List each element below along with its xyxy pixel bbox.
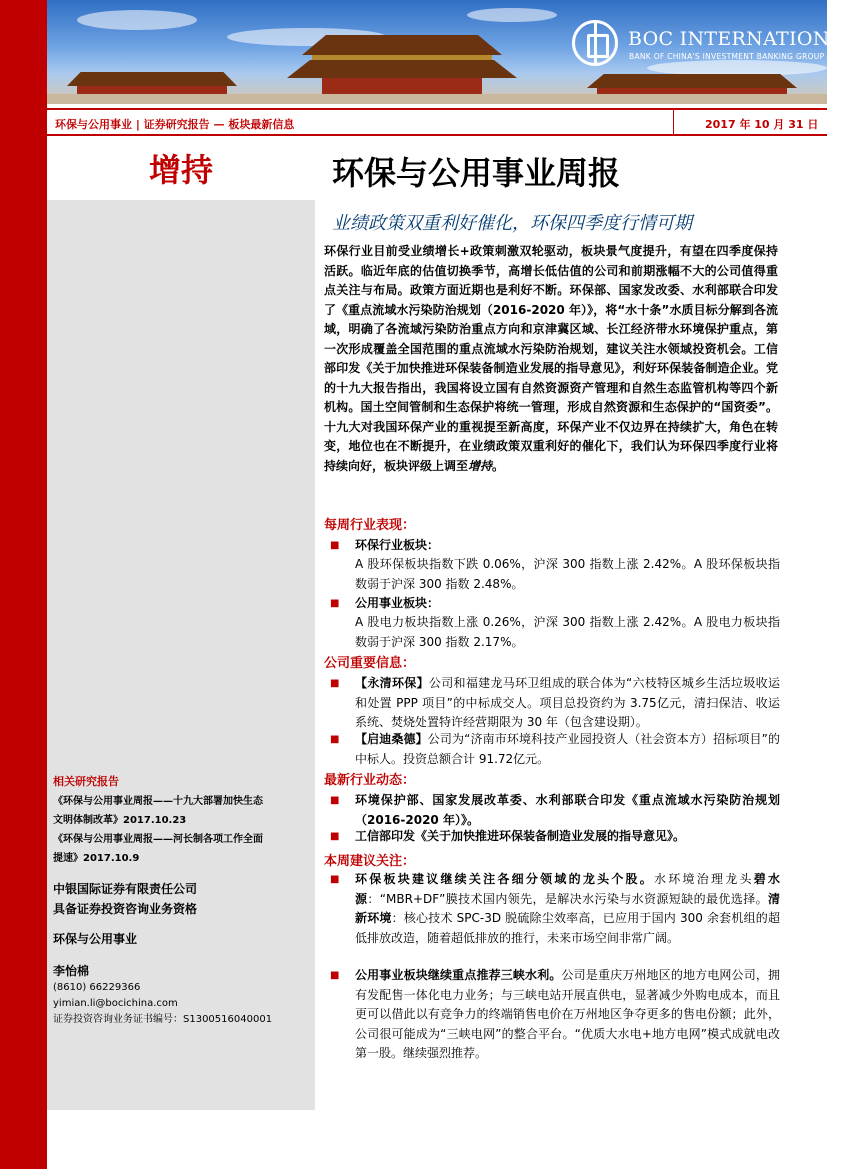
report-subtitle: 业绩政策双重利好催化，环保四季度行情可期 (332, 213, 692, 234)
analyst-name: 李怡棉 (53, 964, 90, 978)
weekly-text-2: A 股电力板块指数上涨 0.26%，沪深 300 指数上涨 2.42%。A 股电力板块指数弱于沪深 300 指数 2.17%。 (355, 615, 780, 649)
intro-text: 环保行业目前受业绩增长+政策刺激双轮驱动，板块景气度提升，有望在四季度保持活跃。临近年底的估值切换季节，高增长低估值的公司和前期涨幅不大的公司值得重点关注与布局。政策方面近期也是利好不断。环保部、国家发改委、水利部联合印发了《重点流域水污染防治规划（2016-2020 年）》，将“水十条”水质目标分解到各流域，明确了各流域污染防治重点方向和京津冀区域、长江经济带水环境保护重点，第一次形成覆盖全国范围的重点流域水污染防治规划，建议关注水领域投资机会。工信部印发《关于加快推进环保装备制造业发展的指导意见》，利好环保装备制造企业。党的十九大报告指出，我国将设立国有自然资源资产管理和自然生态监管机构等四个新机构。国土空间管制和生态保护将统一管理，形成自然资源和生态保护的“国资委”。十九大对我国环保产业的重视提至新高度，环保产业不仅边界在持续扩大，角色在转变，地位也在不断提升，在业绩政策双重利好的催化下，我们认为环保四季度行业将持续向好，板块评级上调至 (324, 244, 778, 473)
picks-label-1c: 清新环境 (355, 891, 780, 925)
related-report-line[interactable]: 提速》2017.10.9 (53, 853, 140, 864)
picks-text-1c: ：核心技术 SPC-3D 脱硫除尘效率高，已应用于国内 300 余套机组的超低排放改造，随着超低排放的推行，未来市场空间非常广阔。 (355, 911, 780, 945)
related-report-line[interactable]: 《环保与公用事业周报——十九大部署加快生态 (53, 796, 263, 807)
company-text-2: 公司为“济南市环境科技产业园投资人（社会资本方）招标项目”的中标人。投资总额合计 91.72亿元。 (355, 732, 780, 766)
weekly-label-2: 公用事业板块： (355, 596, 440, 610)
intro-end: 。 (492, 458, 505, 473)
company-item-1 (355, 674, 780, 733)
bullet-icon: ■ (330, 598, 340, 609)
related-report-line[interactable]: 文明体制改革》2017.10.23 (53, 815, 187, 826)
company-label-1: 【永清环保】 (355, 676, 429, 690)
boc-logo-icon (572, 20, 618, 66)
picks-label-1b: 碧水源 (355, 872, 780, 906)
bullet-icon: ■ (330, 831, 340, 842)
picks-text-1b: ：“MBR+DF”膜技术国内领先，是解决水污染与水资源短缺的最优选择。 (367, 891, 768, 906)
news-item-1: 环境保护部、国家发展改革委、水利部联合印发《重点流域水污染防治规划（2016-2020 年）》。 (355, 793, 780, 827)
weekly-heading: 每周行业表现： (324, 518, 416, 533)
report-subheader (47, 108, 827, 136)
news-heading: 最新行业动态： (324, 773, 416, 788)
analyst-email[interactable]: yimian.li@bocichina.com (53, 998, 178, 1009)
bullet-icon: ■ (330, 678, 340, 689)
company-label-2: 【启迪桑德】 (355, 732, 428, 746)
bullet-icon: ■ (330, 540, 340, 551)
company-name: 中银国际证券有限责任公司 (53, 882, 198, 896)
weekly-text-1: A 股环保板块指数下跌 0.06%，沪深 300 指数上涨 2.42%。A 股环保板块指数弱于沪深 300 指数 2.48%。 (355, 557, 780, 591)
analyst-license: 证券投资咨询业务证书编号：S1300516040001 (53, 1014, 273, 1025)
bullet-icon: ■ (330, 970, 340, 981)
left-red-bar (0, 0, 47, 1169)
rating-badge: 增持 (148, 151, 213, 189)
news-item-2: 工信部印发《关于加快推进环保装备制造业发展的指导意见》。 (355, 829, 686, 843)
company-item-2 (355, 730, 780, 769)
picks-label-2: 公用事业板块继续重点推荐三峡水利。 (355, 968, 562, 982)
report-title: 环保与公用事业周报 (332, 154, 621, 192)
picks-label-1: 环保板块建议继续关注各细分领域的龙头个股。 (355, 872, 655, 886)
analyst-phone: (8610) 66229366 (53, 982, 141, 993)
picks-item-1 (355, 870, 780, 948)
related-reports-heading: 相关研究报告 (53, 775, 119, 788)
sector-name: 环保与公用事业 (53, 932, 138, 946)
brand-name: BOC INTERNATIONAL (628, 28, 857, 50)
intro-rating: 增持 (468, 458, 493, 473)
header-banner (47, 0, 857, 104)
report-category: 环保与公用事业 | 证券研究报告 — 板块最新信息 (55, 118, 295, 131)
picks-text-1: 水环境治理龙头 (654, 872, 754, 886)
subheader-divider (673, 110, 674, 134)
picks-text-2: 公司是重庆万州地区的地方电网公司，拥有发配售一体化电力业务；与三峡电站开展直供电，显著减少外购电成本，而且更可以借此以有竞争力的终端销售电价在万州地区争夺更多的售电份额；此外，公司很可能成为“三峡电网”的整合平台。“优质大水电+地方电网”模式成就电改第一股。继续强烈推荐。 (355, 968, 780, 1060)
company-text-1: 公司和福建龙马环卫组成的联合体为“六枝特区城乡生活垃圾收运和处置 PPP 项目”的中标成交人。项目总投资约为 3.75亿元，清扫保洁、收运系统、焚烧处置特许经营期限为 30 年（包含建设期）。 (355, 676, 780, 729)
picks-item-2 (355, 966, 780, 1064)
weekly-label-1: 环保行业板块： (355, 538, 440, 552)
bullet-icon: ■ (330, 734, 340, 745)
report-date: 2017 年 10 月 31 日 (705, 118, 819, 131)
company-qualification: 具备证券投资咨询业务资格 (53, 902, 198, 916)
picks-heading: 本周建议关注： (324, 854, 416, 869)
company-heading: 公司重要信息： (324, 656, 416, 671)
related-report-line[interactable]: 《环保与公用事业周报——河长制各项工作全面 (53, 834, 263, 845)
brand-tagline: BANK OF CHINA'S INVESTMENT BANKING GROUP (629, 52, 825, 61)
bullet-icon: ■ (330, 874, 340, 885)
intro-paragraph (324, 242, 778, 476)
bullet-icon: ■ (330, 795, 340, 806)
